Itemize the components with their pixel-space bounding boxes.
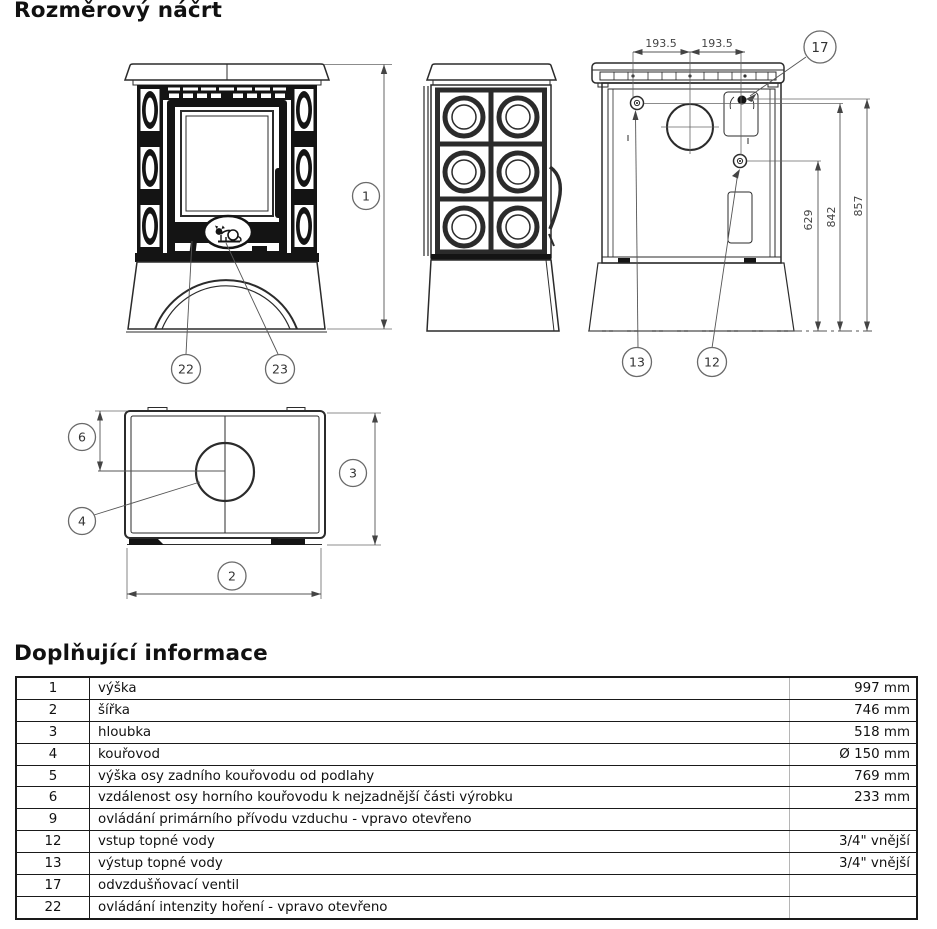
cell-num: 1 — [16, 677, 90, 699]
dimension-flue-offset — [69, 411, 128, 471]
top-view — [98, 408, 325, 546]
info-table-body — [16, 677, 917, 919]
table-row — [16, 787, 917, 809]
table-row — [16, 831, 917, 853]
water-inlet-connection — [734, 155, 747, 168]
callout-23-group — [226, 243, 295, 384]
cell-value: 3/4" vnější — [790, 853, 918, 875]
cell-num: 17 — [16, 875, 90, 897]
front-left-tiles — [141, 89, 160, 247]
callout-2: 2 — [228, 568, 236, 584]
callout-13-group — [623, 110, 652, 377]
cell-desc: výška — [90, 677, 790, 699]
callout-17-group — [746, 31, 836, 102]
cell-value: 3/4" vnější — [790, 831, 918, 853]
callout-6: 6 — [78, 429, 86, 445]
dimension-heights-right — [644, 99, 870, 331]
dimension-depth — [327, 413, 381, 545]
cell-num: 22 — [16, 896, 90, 918]
callout-1: 1 — [362, 188, 370, 204]
table-row — [16, 721, 917, 743]
callout-3: 3 — [349, 465, 357, 481]
front-right-tiles — [295, 89, 314, 247]
cell-desc: kouřovod — [90, 743, 790, 765]
cell-desc: ovládání intenzity hoření - vpravo otevřeno — [90, 896, 790, 918]
dim-193-5-right: 193.5 — [701, 37, 733, 50]
cell-desc: vzdálenost osy horního kouřovodu k nejzadnější části výrobku — [90, 787, 790, 809]
table-row — [16, 743, 917, 765]
page-title: Rozměrový náčrt — [14, 0, 223, 23]
table-row — [16, 875, 917, 897]
dim-193-5-left: 193.5 — [645, 37, 677, 50]
info-table — [15, 676, 918, 920]
table-row — [16, 809, 917, 831]
section-title: Doplňující informace — [14, 641, 268, 666]
cell-desc: ovládání primárního přívodu vzduchu - vpravo otevřeno — [90, 809, 790, 831]
table-row — [16, 677, 917, 699]
cell-desc: hloubka — [90, 721, 790, 743]
callout-23: 23 — [272, 361, 288, 377]
cell-desc: vstup topné vody — [90, 831, 790, 853]
cell-num: 6 — [16, 787, 90, 809]
callout-4-group — [69, 482, 201, 535]
cell-value — [790, 809, 918, 831]
intensity-control-lever — [252, 246, 267, 252]
cell-value — [790, 896, 918, 918]
cell-value: 746 mm — [790, 699, 918, 721]
dimension-width — [127, 548, 321, 599]
table-row — [16, 699, 917, 721]
cell-num: 13 — [16, 853, 90, 875]
water-outlet-connection — [631, 97, 644, 110]
table-row — [16, 853, 917, 875]
callout-13: 13 — [629, 354, 645, 370]
dimension-height — [324, 65, 392, 330]
callout-22: 22 — [178, 361, 194, 377]
dim-857: 857 — [852, 195, 865, 217]
cell-value: Ø 150 mm — [790, 743, 918, 765]
cell-value — [790, 875, 918, 897]
callout-12-group — [698, 169, 741, 377]
cell-num: 3 — [16, 721, 90, 743]
dimension-back-top — [633, 37, 745, 155]
table-row — [16, 765, 917, 787]
door-handle — [275, 168, 282, 218]
dim-842: 842 — [825, 206, 838, 228]
cell-value: 233 mm — [790, 787, 918, 809]
cell-num: 2 — [16, 699, 90, 721]
cell-value: 769 mm — [790, 765, 918, 787]
cell-desc: výška osy zadního kouřovodu od podlahy — [90, 765, 790, 787]
table-row — [16, 896, 917, 918]
side-view — [424, 64, 560, 331]
callout-4: 4 — [78, 513, 86, 529]
cell-desc: výstup topné vody — [90, 853, 790, 875]
cat-emblem — [204, 216, 252, 248]
cell-num: 12 — [16, 831, 90, 853]
cell-value: 518 mm — [790, 721, 918, 743]
callout-12: 12 — [704, 354, 720, 370]
front-view — [125, 64, 329, 332]
cell-desc: šířka — [90, 699, 790, 721]
cell-num: 5 — [16, 765, 90, 787]
dim-629: 629 — [802, 209, 815, 231]
cell-num: 4 — [16, 743, 90, 765]
callout-17: 17 — [811, 40, 829, 56]
cell-desc: odvzdušňovací ventil — [90, 875, 790, 897]
cell-value: 997 mm — [790, 677, 918, 699]
cell-num: 9 — [16, 809, 90, 831]
